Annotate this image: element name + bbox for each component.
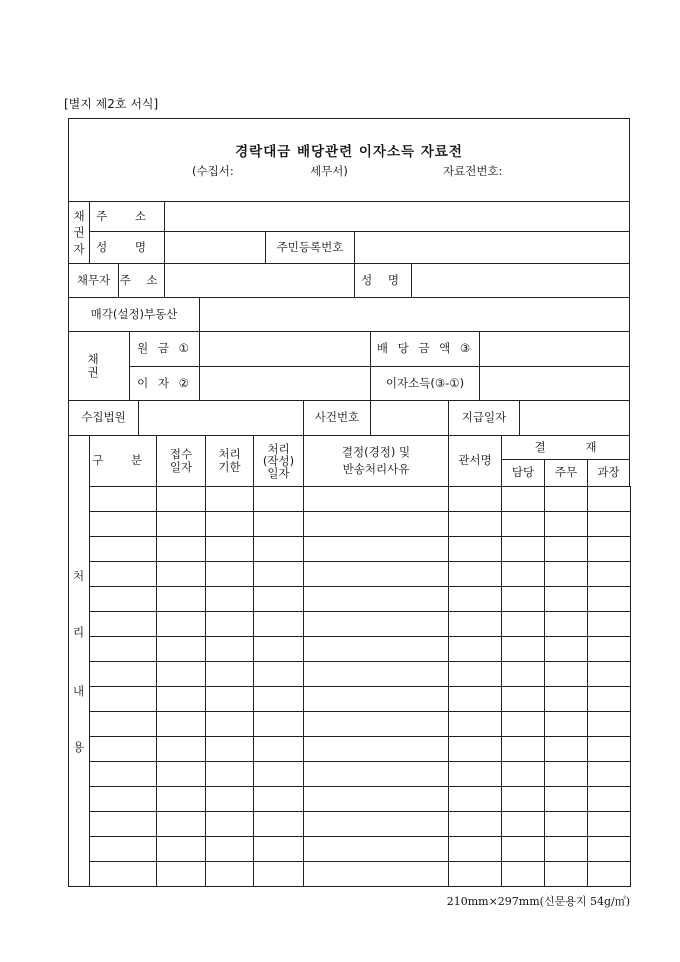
row-1-category-cell[interactable] — [89, 486, 157, 512]
row-15-manager-cell[interactable] — [587, 836, 631, 862]
row-11-processed-date-cell[interactable] — [253, 736, 304, 762]
row-7-category-cell[interactable] — [89, 636, 157, 662]
row-7-processed-date-cell[interactable] — [253, 636, 304, 662]
row-2-staff-cell[interactable] — [501, 511, 545, 537]
header-received-date: 접수 일자 — [156, 435, 206, 487]
row-11-staff-cell[interactable] — [501, 736, 545, 762]
row-16-chief-cell[interactable] — [544, 861, 588, 887]
row-15-processed-date-cell[interactable] — [253, 836, 304, 862]
row-11-decision-cell[interactable] — [303, 736, 449, 762]
row-8-received-date-cell[interactable] — [156, 661, 206, 687]
row-3-category-cell[interactable] — [89, 536, 157, 562]
row-11-received-date-cell[interactable] — [156, 736, 206, 762]
dividend-field[interactable] — [479, 331, 630, 367]
row-10-received-date-cell[interactable] — [156, 711, 206, 737]
row-4-deadline-cell[interactable] — [205, 561, 254, 587]
row-16-deadline-cell[interactable] — [205, 861, 254, 887]
row-9-staff-cell[interactable] — [501, 686, 545, 712]
row-9-received-date-cell[interactable] — [156, 686, 206, 712]
row-14-manager-cell[interactable] — [587, 811, 631, 837]
row-15-chief-cell[interactable] — [544, 836, 588, 862]
row-6-received-date-cell[interactable] — [156, 611, 206, 637]
creditor-char: 채 — [73, 209, 85, 224]
row-11-chief-cell[interactable] — [544, 736, 588, 762]
row-5-chief-cell[interactable] — [544, 586, 588, 612]
header-deadline: 처리 기한 — [205, 435, 254, 487]
header-category: 구 분 — [89, 435, 157, 487]
row-1-decision-cell[interactable] — [303, 486, 449, 512]
row-8-processed-date-cell[interactable] — [253, 661, 304, 687]
row-5-category-cell[interactable] — [89, 586, 157, 612]
row-9-processed-date-cell[interactable] — [253, 686, 304, 712]
row-13-processed-date-cell[interactable] — [253, 786, 304, 812]
row-13-decision-cell[interactable] — [303, 786, 449, 812]
process-label-char: 처 — [72, 569, 85, 583]
row-4-manager-cell[interactable] — [587, 561, 631, 587]
tax-office-label: 세무서) — [310, 164, 348, 178]
row-2-deadline-cell[interactable] — [205, 511, 254, 537]
row-14-processed-date-cell[interactable] — [253, 811, 304, 837]
row-5-manager-cell[interactable] — [587, 586, 631, 612]
header-chief: 주무 — [544, 459, 588, 487]
row-7-deadline-cell[interactable] — [205, 636, 254, 662]
row-14-office-cell[interactable] — [448, 811, 502, 837]
data-no-label: 자료전번호: — [443, 164, 503, 178]
creditor-char: 자 — [73, 241, 85, 256]
debtor-label: 채무자 — [68, 263, 119, 298]
property-field[interactable] — [199, 297, 630, 332]
row-11-deadline-cell[interactable] — [205, 736, 254, 762]
principal-label: 원 금 ① — [129, 331, 200, 367]
row-16-received-date-cell[interactable] — [156, 861, 206, 887]
dividend-label: 배 당 금 액 ③ — [370, 331, 480, 367]
creditor-name-field[interactable] — [164, 231, 266, 264]
row-12-chief-cell[interactable] — [544, 761, 588, 787]
row-14-chief-cell[interactable] — [544, 811, 588, 837]
creditor-name-label: 성 명 — [89, 231, 165, 264]
row-8-category-cell[interactable] — [89, 661, 157, 687]
row-3-staff-cell[interactable] — [501, 536, 545, 562]
row-3-processed-date-cell[interactable] — [253, 536, 304, 562]
row-14-staff-cell[interactable] — [501, 811, 545, 837]
row-10-category-cell[interactable] — [89, 711, 157, 737]
row-6-manager-cell[interactable] — [587, 611, 631, 637]
row-2-category-cell[interactable] — [89, 511, 157, 537]
debtor-address-label: 주 소 — [118, 263, 165, 298]
row-13-received-date-cell[interactable] — [156, 786, 206, 812]
row-6-office-cell[interactable] — [448, 611, 502, 637]
row-14-decision-cell[interactable] — [303, 811, 449, 837]
row-2-office-cell[interactable] — [448, 511, 502, 537]
row-3-received-date-cell[interactable] — [156, 536, 206, 562]
row-12-office-cell[interactable] — [448, 761, 502, 787]
row-15-deadline-cell[interactable] — [205, 836, 254, 862]
row-1-manager-cell[interactable] — [587, 486, 631, 512]
row-7-received-date-cell[interactable] — [156, 636, 206, 662]
row-5-staff-cell[interactable] — [501, 586, 545, 612]
row-5-deadline-cell[interactable] — [205, 586, 254, 612]
claim-label: 채 권 — [68, 331, 130, 401]
title-box — [68, 118, 630, 202]
row-14-deadline-cell[interactable] — [205, 811, 254, 837]
row-5-received-date-cell[interactable] — [156, 586, 206, 612]
row-13-deadline-cell[interactable] — [205, 786, 254, 812]
row-4-processed-date-cell[interactable] — [253, 561, 304, 587]
row-11-category-cell[interactable] — [89, 736, 157, 762]
row-15-office-cell[interactable] — [448, 836, 502, 862]
row-5-processed-date-cell[interactable] — [253, 586, 304, 612]
paper-spec: 210mm×297mm(신문용지 54g/㎡) — [446, 895, 630, 908]
resident-no-label: 주민등록번호 — [265, 231, 355, 264]
row-2-processed-date-cell[interactable] — [253, 511, 304, 537]
payment-date-field[interactable] — [519, 400, 630, 436]
header-office: 관서명 — [448, 435, 502, 487]
row-4-office-cell[interactable] — [448, 561, 502, 587]
interest-income-field[interactable] — [479, 366, 630, 401]
payment-date-label: 지급일자 — [448, 400, 520, 436]
row-13-chief-cell[interactable] — [544, 786, 588, 812]
row-9-category-cell[interactable] — [89, 686, 157, 712]
row-15-received-date-cell[interactable] — [156, 836, 206, 862]
row-13-category-cell[interactable] — [89, 786, 157, 812]
row-6-chief-cell[interactable] — [544, 611, 588, 637]
debtor-name-label: 성 명 — [354, 263, 412, 298]
row-8-manager-cell[interactable] — [587, 661, 631, 687]
header-processed-date: 처리 (작성) 일자 — [253, 435, 304, 487]
row-4-chief-cell[interactable] — [544, 561, 588, 587]
row-3-decision-cell[interactable] — [303, 536, 449, 562]
interest-label: 이 자 ② — [129, 366, 200, 401]
principal-field[interactable] — [199, 331, 371, 367]
row-7-staff-cell[interactable] — [501, 636, 545, 662]
creditor-address-label: 주 소 — [89, 201, 165, 232]
row-12-received-date-cell[interactable] — [156, 761, 206, 787]
row-7-decision-cell[interactable] — [303, 636, 449, 662]
process-label-cell — [68, 435, 90, 887]
row-10-staff-cell[interactable] — [501, 711, 545, 737]
row-4-category-cell[interactable] — [89, 561, 157, 587]
row-4-staff-cell[interactable] — [501, 561, 545, 587]
row-2-chief-cell[interactable] — [544, 511, 588, 537]
case-no-field[interactable] — [370, 400, 449, 436]
row-12-staff-cell[interactable] — [501, 761, 545, 787]
row-13-office-cell[interactable] — [448, 786, 502, 812]
header-staff: 담당 — [501, 459, 545, 487]
row-5-office-cell[interactable] — [448, 586, 502, 612]
row-1-chief-cell[interactable] — [544, 486, 588, 512]
interest-income-label: 이자소득(③-①) — [370, 366, 480, 401]
process-label-char: 용 — [72, 740, 85, 754]
row-8-staff-cell[interactable] — [501, 661, 545, 687]
row-15-decision-cell[interactable] — [303, 836, 449, 862]
row-10-chief-cell[interactable] — [544, 711, 588, 737]
row-16-category-cell[interactable] — [89, 861, 157, 887]
row-6-staff-cell[interactable] — [501, 611, 545, 637]
creditor-char: 권 — [73, 225, 85, 240]
row-12-decision-cell[interactable] — [303, 761, 449, 787]
row-14-received-date-cell[interactable] — [156, 811, 206, 837]
case-no-label: 사건번호 — [303, 400, 371, 436]
row-6-decision-cell[interactable] — [303, 611, 449, 637]
row-15-category-cell[interactable] — [89, 836, 157, 862]
row-6-category-cell[interactable] — [89, 611, 157, 637]
row-9-chief-cell[interactable] — [544, 686, 588, 712]
row-13-staff-cell[interactable] — [501, 786, 545, 812]
row-10-manager-cell[interactable] — [587, 711, 631, 737]
row-15-staff-cell[interactable] — [501, 836, 545, 862]
row-4-received-date-cell[interactable] — [156, 561, 206, 587]
row-8-deadline-cell[interactable] — [205, 661, 254, 687]
row-2-decision-cell[interactable] — [303, 511, 449, 537]
creditor-label — [68, 201, 90, 264]
row-9-decision-cell[interactable] — [303, 686, 449, 712]
row-10-decision-cell[interactable] — [303, 711, 449, 737]
row-11-office-cell[interactable] — [448, 736, 502, 762]
row-16-processed-date-cell[interactable] — [253, 861, 304, 887]
row-1-received-date-cell[interactable] — [156, 486, 206, 512]
row-10-office-cell[interactable] — [448, 711, 502, 737]
creditor-address-field[interactable] — [164, 201, 630, 232]
row-10-processed-date-cell[interactable] — [253, 711, 304, 737]
interest-field[interactable] — [199, 366, 371, 401]
row-7-manager-cell[interactable] — [587, 636, 631, 662]
collector-label: (수집서: — [192, 164, 234, 178]
row-12-processed-date-cell[interactable] — [253, 761, 304, 787]
row-3-chief-cell[interactable] — [544, 536, 588, 562]
row-6-processed-date-cell[interactable] — [253, 611, 304, 637]
property-label: 매각(설정)부동산 — [68, 297, 200, 332]
row-3-office-cell[interactable] — [448, 536, 502, 562]
row-2-received-date-cell[interactable] — [156, 511, 206, 537]
resident-no-field[interactable] — [354, 231, 630, 264]
row-1-processed-date-cell[interactable] — [253, 486, 304, 512]
row-9-manager-cell[interactable] — [587, 686, 631, 712]
row-7-chief-cell[interactable] — [544, 636, 588, 662]
row-8-chief-cell[interactable] — [544, 661, 588, 687]
row-9-deadline-cell[interactable] — [205, 686, 254, 712]
debtor-name-field[interactable] — [411, 263, 630, 298]
court-field[interactable] — [138, 400, 304, 436]
form-label: [별지 제2호 서식] — [64, 97, 159, 111]
row-16-office-cell[interactable] — [448, 861, 502, 887]
header-approval: 결 재 — [501, 435, 630, 460]
row-12-category-cell[interactable] — [89, 761, 157, 787]
row-1-office-cell[interactable] — [448, 486, 502, 512]
row-5-decision-cell[interactable] — [303, 586, 449, 612]
row-2-manager-cell[interactable] — [587, 511, 631, 537]
row-4-decision-cell[interactable] — [303, 561, 449, 587]
debtor-address-field[interactable] — [164, 263, 355, 298]
row-3-manager-cell[interactable] — [587, 536, 631, 562]
row-11-manager-cell[interactable] — [587, 736, 631, 762]
row-8-decision-cell[interactable] — [303, 661, 449, 687]
row-10-deadline-cell[interactable] — [205, 711, 254, 737]
row-16-decision-cell[interactable] — [303, 861, 449, 887]
row-1-deadline-cell[interactable] — [205, 486, 254, 512]
row-3-deadline-cell[interactable] — [205, 536, 254, 562]
court-label: 수집법원 — [68, 400, 139, 436]
row-16-staff-cell[interactable] — [501, 861, 545, 887]
process-label-char: 리 — [72, 625, 85, 639]
row-14-category-cell[interactable] — [89, 811, 157, 837]
row-7-office-cell[interactable] — [448, 636, 502, 662]
row-6-deadline-cell[interactable] — [205, 611, 254, 637]
row-1-staff-cell[interactable] — [501, 486, 545, 512]
row-16-manager-cell[interactable] — [587, 861, 631, 887]
header-manager: 과장 — [587, 459, 630, 487]
row-12-manager-cell[interactable] — [587, 761, 631, 787]
row-13-manager-cell[interactable] — [587, 786, 631, 812]
row-9-office-cell[interactable] — [448, 686, 502, 712]
header-decision: 결정(경정) 및 반송처리사유 — [303, 435, 449, 487]
process-label-char: 내 — [72, 684, 85, 698]
form-title: 경락대금 배당관련 이자소득 자료전 — [235, 144, 463, 160]
row-8-office-cell[interactable] — [448, 661, 502, 687]
row-12-deadline-cell[interactable] — [205, 761, 254, 787]
